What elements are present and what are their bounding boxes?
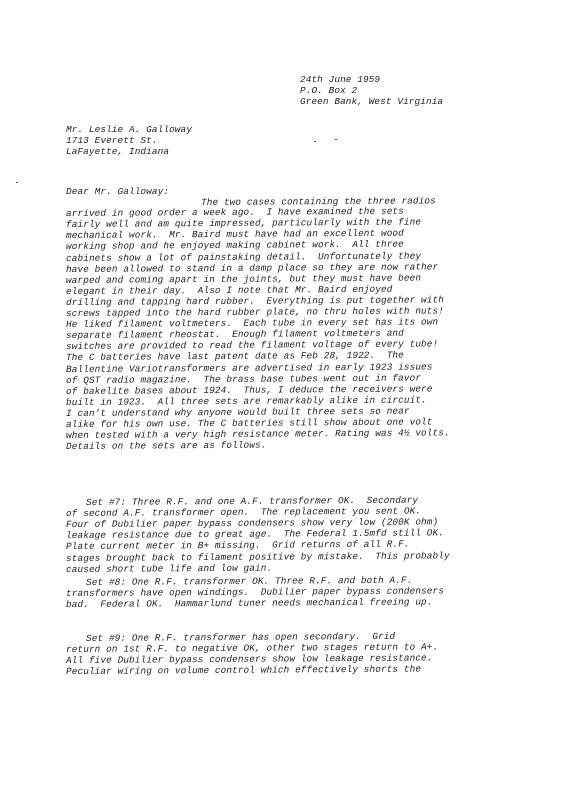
- salutation: Dear Mr. Galloway:: [66, 186, 170, 197]
- paragraph-line: Ballentine Variotransformers are advertised in early 1923 issues: [66, 360, 433, 375]
- paragraph-line: alike for his own use. The C batteries still show about one volt: [66, 416, 433, 430]
- paragraph-line: All five Dubilier bypass condensers show low leakage resistance.: [66, 652, 433, 667]
- paragraph-line: separate filament rheostat. Enough filament voltmeters and: [66, 327, 404, 342]
- paragraph-line: Set #8: One R.F. transformer OK. Three R.F. and both A.F.: [86, 574, 413, 588]
- paragraph-line: of QST radio magazine. The brass base tubes went out in favor: [66, 372, 422, 386]
- paragraph-line: transformers have open windings. Dubilier paper bypass condensers: [66, 585, 444, 600]
- paragraph-line: of second A.F. transformer open. The replacement you sent OK.: [66, 505, 422, 520]
- paper-speck: [16, 182, 18, 183]
- paragraph-line: warped and coming apart in the joints, but they must have been: [66, 272, 422, 286]
- paragraph-line: fairly well and am quite impressed, particularly with the fine: [66, 216, 422, 231]
- paragraph-line: bad. Federal OK. Hammarlund tuner needs mechanical freeing up.: [66, 596, 433, 611]
- paragraph-line: screws tapped into the hard rubber plate, no thru holes with nuts!: [66, 305, 444, 319]
- paragraph-line: cabinets show a lot of painstaking detail. Unfortunately they: [66, 250, 422, 264]
- paragraph-line: when tested with a very high resistance meter. Rating was 4½ volts.: [66, 427, 450, 442]
- paragraph-line: arrived in good order a week ago. I have examined the sets: [66, 205, 404, 220]
- paragraph-line: He liked filament voltmeters. Each tube in every set has its own: [66, 316, 439, 331]
- paragraph-line: of bakelite bases about 1924. Thus, I deduce the receivers were: [66, 383, 433, 397]
- paragraph-line: I can't understand why anyone would built three sets so near: [66, 405, 410, 419]
- paragraph-line: switches are provided to read the filament voltage of every tube!: [66, 338, 439, 353]
- paragraph-line: elegant in their day. Also I note that Mr. Baird enjoyed: [66, 283, 393, 297]
- paragraph-line: Peculiar wiring on volume control which effectively shorts the: [66, 663, 422, 678]
- paragraph-line: Four of Dubilier paper bypass condensers show very low (200K ohm): [66, 516, 439, 531]
- paragraph-line: The C batteries have last patent date as Feb 28, 1922. The: [66, 350, 404, 364]
- paragraph-line: return on 1st R.F. to negative OK, other two stages return to A+.: [66, 641, 439, 656]
- paragraph-line: Set #9: One R.F. transformer has open secondary. Grid: [86, 630, 396, 644]
- paper-speck: [314, 141, 316, 142]
- paragraph-line: leakage resistance due to great age. The Federal 1.5mfd still OK.: [66, 527, 444, 542]
- letter-date: 24th June 1959: [300, 74, 381, 85]
- paragraph-line: Details on the sets are as follows.: [66, 439, 267, 453]
- paragraph-line: have been allowed to stand in a damp place so they are now rather: [66, 260, 439, 275]
- paragraph-line: working shop and he enjoyed making cabinet work. All three: [66, 239, 404, 253]
- recipient-street: 1713 Everett St.: [66, 135, 158, 146]
- sender-address-line: P.O. Box 2: [300, 85, 358, 96]
- recipient-city: LaFayette, Indiana: [66, 146, 170, 157]
- paragraph-line: stages brought back to filament positive by mistake. This probably: [66, 549, 450, 564]
- paragraph-line: drilling and tapping hard rubber. Everything is put together with: [66, 294, 444, 308]
- paragraph-line: Plate current meter in B+ missing. Grid returns of all R.F.: [66, 538, 410, 553]
- paragraph-line: mechanical work. Mr. Baird must have had an excellent wood: [66, 227, 404, 242]
- paper-speck: [335, 139, 337, 140]
- paragraph-line: Set #7: Three R.F. and one A.F. transformer OK. Secondary: [86, 494, 419, 508]
- paragraph-line: built in 1923. All three sets are remarkably alike in circuit.: [66, 394, 427, 408]
- paragraph-line: The two cases containing the three radios: [201, 195, 436, 208]
- sender-address-line: Green Bank, West Virginia: [300, 96, 444, 107]
- recipient-name: Mr. Leslie A. Galloway: [66, 124, 192, 135]
- paragraph-line: caused short tube life and low gain.: [66, 562, 273, 575]
